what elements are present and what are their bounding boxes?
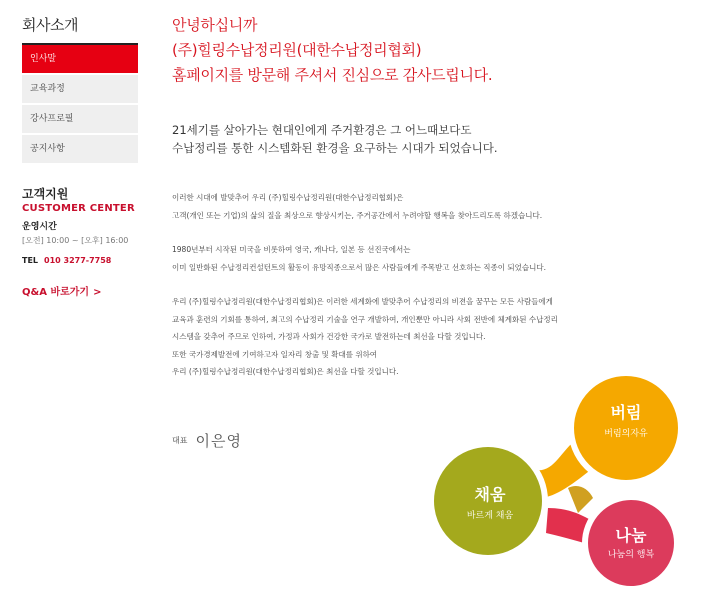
ceo-role: 대표 bbox=[172, 436, 188, 445]
paragraph-line: 이러한 시대에 발맞추어 우리 (주)힐링수납정리원(대한수납정리협회)은 bbox=[172, 193, 404, 202]
intro-line: 수납정리를 통한 시스템화된 환경을 요구하는 시대가 되었습니다. bbox=[172, 141, 498, 155]
intro-text bbox=[172, 121, 712, 157]
paragraph-line: 이미 일반화된 수납정리컨설턴트의 활동이 유망직종으로서 많은 사람들에게 주목받고 선호하는 직종이 되었습니다. bbox=[172, 262, 546, 272]
customer-center bbox=[22, 185, 138, 265]
chevron-right-icon: > bbox=[93, 287, 102, 298]
sidebar-menu bbox=[22, 45, 138, 165]
sidebar bbox=[22, 0, 138, 298]
paragraph-line: 교육과 훈련의 기회를 통하여, 최고의 수납정리 기술을 연구 개발하여, 개인뿐만 아니라 사회 전반에 체계화된 수납정리 bbox=[172, 314, 558, 324]
sidebar-item-greeting[interactable]: 인사말 bbox=[22, 45, 138, 75]
paragraph-line: 고객(개인 또는 기업)의 삶의 질을 최상으로 향상시키는, 주거공간에서 누려야할 행복을 찾아드리도록 하겠습니다. bbox=[172, 210, 543, 220]
circle-share-subtitle: 나눔의 행복 bbox=[607, 550, 655, 560]
qa-link-label: Q&A 바로가기 bbox=[22, 287, 90, 298]
connector-middle bbox=[568, 486, 593, 513]
intro-line: 21세기를 살아가는 현대인에게 주거환경은 그 어느때보다도 bbox=[172, 123, 472, 137]
paragraph-1 bbox=[172, 189, 712, 224]
phone-label: TEL bbox=[22, 256, 39, 265]
phone-line bbox=[22, 256, 138, 265]
greeting-heading bbox=[172, 13, 712, 88]
sidebar-item-instructors[interactable]: 강사프로필 bbox=[22, 105, 138, 135]
ceo-name: 이은영 bbox=[195, 432, 242, 450]
qa-link[interactable] bbox=[22, 283, 138, 298]
circle-share-title: 나눔 bbox=[615, 526, 647, 545]
circle-fill-subtitle: 바르게 채움 bbox=[466, 511, 514, 521]
hours-label: 운영시간 bbox=[22, 222, 57, 232]
paragraph-line: 1980년부터 시작된 미국을 비롯하여 영국, 캐나다, 일본 등 선진국에서는 bbox=[172, 245, 411, 254]
greeting-line: 홈페이지를 방문해 주셔서 진심으로 감사드립니다. bbox=[172, 66, 493, 84]
circle-discard bbox=[571, 373, 681, 483]
paragraph-line: 시스템을 갖추어 주므로 인하여, 가정과 사회가 건강한 국가로 발전하는데 최선을 다할 것입니다. bbox=[172, 332, 486, 341]
circle-discard-title: 버림 bbox=[610, 403, 642, 422]
paragraph-line: 또한 국가경제발전에 기여하고자 일자리 창출 및 확대를 위하여 bbox=[172, 349, 378, 359]
greeting-line: 안녕하십니까 bbox=[172, 16, 258, 34]
sidebar-item-notices[interactable]: 공지사항 bbox=[22, 135, 138, 165]
customer-center-subtitle: CUSTOMER CENTER bbox=[22, 203, 135, 214]
values-diagram bbox=[428, 358, 720, 598]
phone-number: 010 3277-7758 bbox=[44, 256, 112, 265]
paragraph-2 bbox=[172, 241, 712, 276]
paragraph-line: 우리 (주)힐링수납정리원(대한수납정리협회)은 최선을 다할 것입니다. bbox=[172, 367, 399, 376]
sidebar-title: 회사소개 bbox=[22, 16, 78, 34]
sidebar-item-courses[interactable]: 교육과정 bbox=[22, 75, 138, 105]
customer-center-title: 고객지원 bbox=[22, 187, 69, 201]
hours-value: [오전] 10:00 ~ [오후] 16:00 bbox=[22, 236, 129, 245]
ceo-signature bbox=[172, 430, 242, 451]
main-content bbox=[172, 0, 712, 381]
greeting-line: (주)힐링수납정리원(대한수납정리협회) bbox=[172, 41, 422, 59]
circle-discard-subtitle: 버림의자유 bbox=[604, 429, 648, 439]
paragraph-line: 우리 (주)힐링수납정리원(대한수납정리협회)은 이러한 세계화에 발맞추어 수납정리의 비젼을 꿈꾸는 모든 사람들에게 bbox=[172, 297, 553, 306]
circle-fill-title: 채움 bbox=[474, 485, 506, 504]
